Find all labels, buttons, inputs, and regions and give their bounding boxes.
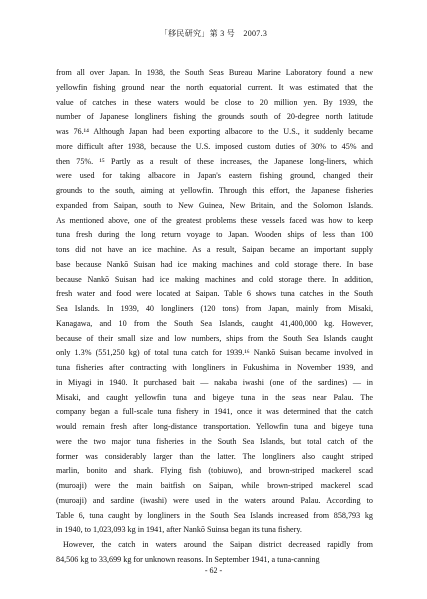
body-line: (muroaji) and sardine (iwashi) were used in the waters around Palau. According to xyxy=(56,495,373,505)
body-line: only 1.3% (551,250 kg) of total tuna catch for 1939.¹⁶ Nankō Suisan became involved in xyxy=(56,348,373,358)
body-line: then 75%. ¹⁵ Partly as a result of these increases, the Japanese long-liners, which xyxy=(56,156,373,166)
running-header: 「移民研究」第 3 号 2007.3 xyxy=(159,29,268,38)
body-line: because of their small size and low numbers, ships from the South Sea Islands caught xyxy=(56,333,373,343)
body-line: yellowfin fishing ground near the north equatorial current. It was estimated that the xyxy=(56,82,373,92)
body-line: expanded from Saipan, south to New Guinea, New Britain, and the Solomon Islands. xyxy=(56,200,373,210)
article-body xyxy=(56,66,373,568)
body-line: tuna fisheries after contracting with longliners in Fukushima in November 1939, and xyxy=(56,363,373,372)
body-line: tons did not have an ice machine. As a result, Saipan became an important supply xyxy=(56,245,373,254)
body-line: because Nankō Suisan had ice making machines and cold storage there. In addition, xyxy=(56,274,373,284)
body-line: fresh water and food were located at Saipan. Table 6 shows tuna catches in the South xyxy=(56,289,373,299)
body-line: former was considerably larger than the latter. The longliners also caught striped xyxy=(56,451,373,461)
body-line: Sea Islands. In 1939, 40 longliners (120 tons) from Japan, mainly from Misaki, xyxy=(56,304,373,313)
body-line: number of Japanese longliners fishing the grounds south of 20-degree north latitude xyxy=(56,112,373,122)
body-line: (muroaji) were the main baitfish on Saipan, while brown-striped mackerel scad xyxy=(56,481,373,490)
body-line: Kanagawa, and 10 from the South Sea Islands, caught 41,400,000 kg. However, xyxy=(56,318,373,328)
body-line: value of catches in these waters would be close to 20 million yen. By 1939, the xyxy=(56,97,373,107)
body-line: tuna fresh during the long return voyage to Japan. Wooden ships of less than 100 xyxy=(56,230,373,240)
page-number: - 62 - xyxy=(204,566,223,575)
body-line: Misaki, and caught yellowfin tuna and bigeye tuna in the seas near Palau. The xyxy=(56,392,373,402)
body-line: from all over Japan. In 1938, the South Seas Bureau Marine Laboratory found a new xyxy=(56,68,373,77)
body-line: company began a full-scale tuna fishery in 1941, once it was determined that the catch xyxy=(56,407,373,417)
body-line: would remain fresh after long-distance transportation. Yellowfin tuna and bigeye tuna xyxy=(56,422,373,431)
body-line: grounds to the south, aiming at yellowfin. Through this effort, the Japanese fisheries xyxy=(56,186,373,195)
body-line: in Miyagi in 1940. It purchased bait ― nakaba iwashi (one of the sardines) ― in xyxy=(56,377,373,387)
body-line: Table 6, tuna caught by longliners in the South Sea Islands increased from 858,793 kg xyxy=(56,510,373,520)
body-line-paragraph-start: However, the catch in waters around the Saipan district decreased rapidly from xyxy=(63,540,373,549)
body-line: were the two major tuna fisheries in the South Sea Islands, but total catch of the xyxy=(56,436,373,446)
body-line: were used for taking albacore in Japan's eastern fishing ground, changed their xyxy=(56,171,373,181)
body-line-paragraph-end: in 1940, to 1,023,093 kg in 1941, after Nankō Suinsa began its tuna fishery. xyxy=(56,525,302,535)
body-line: marlin, bonito and shark. Flying fish (tobiuwo), and brown-striped mackerel scad xyxy=(56,466,373,476)
body-line: As mentioned above, one of the greatest problems these vessels faced was how to keep xyxy=(56,215,373,225)
body-line: 84,506 kg to 33,699 kg for unknown reasons. In September 1941, a tuna-canning xyxy=(56,554,320,564)
body-line: was 76.¹⁴ Although Japan had been exporting albacore to the U.S., it suddenly became xyxy=(56,127,373,136)
body-line: more difficult after 1938, because the U.S. imposed custom duties of 30% to 45% and xyxy=(56,141,373,151)
body-line: base because Nankō Suisan had ice making machines and cold storage there. In base xyxy=(56,259,373,269)
